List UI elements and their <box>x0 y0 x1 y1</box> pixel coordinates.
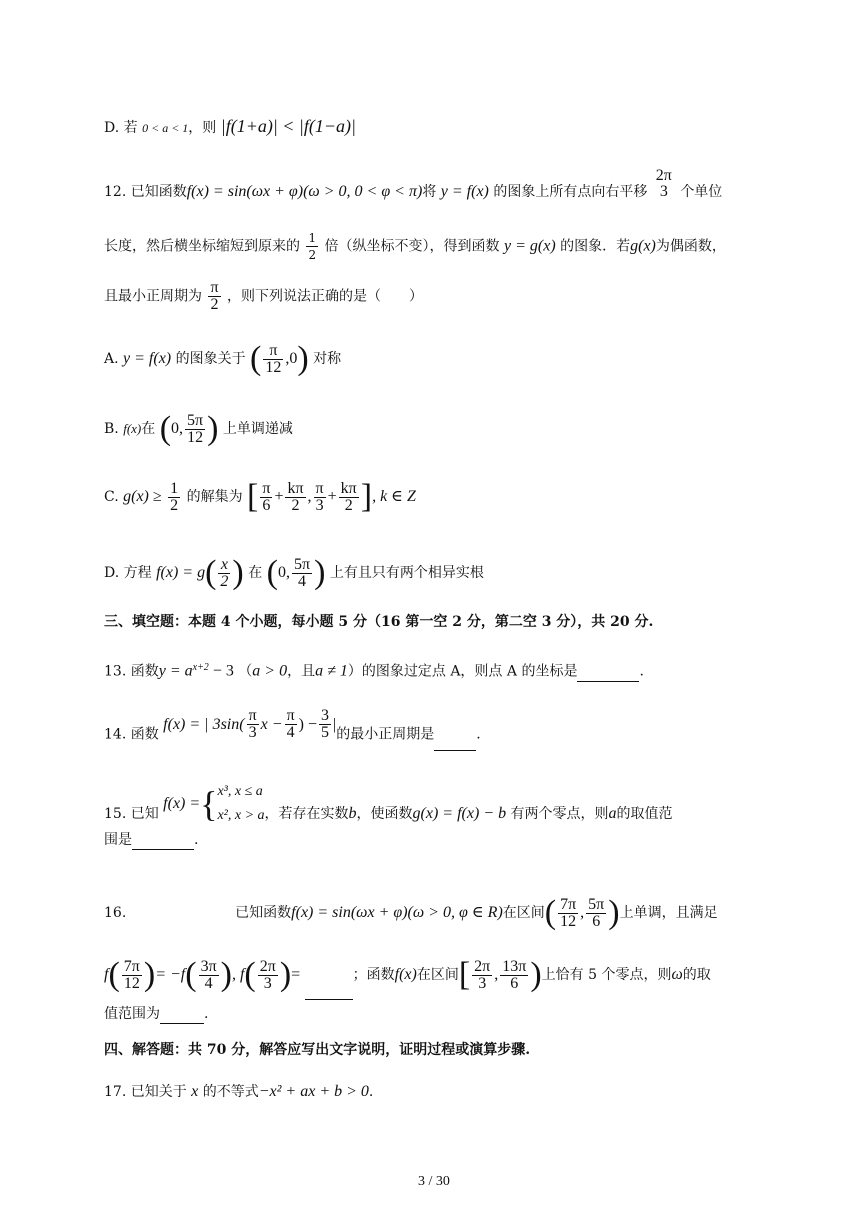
text: 在 <box>141 421 156 437</box>
text: 围是 <box>104 832 132 848</box>
q12-line-1 <box>104 167 723 208</box>
fraction: $\frac{\pi}{3}$ <box>315 479 324 514</box>
q11-option-d <box>104 116 356 138</box>
question-number: 17. <box>104 1084 127 1100</box>
fraction: $\frac{2\pi}{3}$ <box>474 957 491 992</box>
text: ，若存在实数 <box>264 806 349 822</box>
fraction: $\frac{5\pi}{6}$ <box>588 895 605 930</box>
fraction: $\frac{3}{5}$ <box>321 707 329 741</box>
fraction: $\frac{\pi}{12}$ <box>265 341 282 376</box>
formula: g(x) = f(x) − b <box>412 805 507 822</box>
formula: −x² + ax + b > 0 <box>258 1083 369 1100</box>
text: 在区间 <box>502 905 545 921</box>
question-number: 13. <box>104 663 127 680</box>
formula: , f <box>231 966 245 983</box>
text: 值范围为 <box>104 1006 160 1022</box>
text: 长度，然后横坐标缩短到原来的 <box>104 238 300 255</box>
text: 已知关于 <box>130 1084 187 1100</box>
text: 方程 <box>123 565 152 581</box>
formula: x − <box>260 715 283 733</box>
question-number: 14. <box>104 726 127 743</box>
question-number: 12. <box>104 184 127 200</box>
text: 且最小正周期为 <box>104 288 202 305</box>
text: 的取 <box>682 967 711 983</box>
fraction: $\frac{1}{2}$ <box>308 231 317 262</box>
text: 倍（纵坐标不变），得到函数 <box>324 238 500 255</box>
formula: f(x) = g <box>156 564 206 581</box>
formula: y = f(x) <box>123 350 172 367</box>
answer-blank-1[interactable] <box>305 985 353 1000</box>
question-17 <box>104 1082 373 1102</box>
text: 的图象关于 <box>175 351 246 367</box>
fraction: $\frac{\pi}{4}$ <box>286 707 295 741</box>
formula: f(x) = | 3sin( <box>163 715 245 733</box>
formula: | <box>333 715 337 733</box>
formula: 0, <box>171 420 184 437</box>
option-label: D. <box>104 565 120 581</box>
text: 已知函数 <box>235 905 292 921</box>
question-15: 15. 已知 f(x) ={ x³, x ≤ a x², x > a ，若存在实数b，使函数g(x) = f(x) − b 有两个零点，则a的取值范 <box>104 790 673 838</box>
formula: y = g(x) <box>504 237 556 255</box>
answer-blank[interactable] <box>577 667 639 682</box>
formula: a > 0 <box>252 662 288 680</box>
q12-option-b: B. f(x)在 (0, $\frac{5\pi}{12}$ ) 上单调递减 <box>104 410 293 447</box>
text: . <box>639 663 644 680</box>
formula: f(x) <box>123 421 142 436</box>
formula: g(x) <box>630 237 656 255</box>
operator: , <box>307 488 312 505</box>
answer-blank[interactable] <box>434 736 476 751</box>
formula: ) − <box>298 715 317 733</box>
fraction: $\frac{k\pi}{2}$ <box>287 479 304 514</box>
fraction: $\frac{7\pi}{12}$ <box>123 957 140 992</box>
formula: a <box>608 805 617 822</box>
answer-blank-2[interactable] <box>160 1009 204 1024</box>
operator: + <box>274 488 284 505</box>
text: 有两个零点，则 <box>510 806 609 822</box>
formula: a ≠ 1 <box>315 662 348 680</box>
text: 已知 <box>130 806 159 822</box>
fraction: $\frac{\pi}{6}$ <box>262 479 271 514</box>
fraction: 2π 3 <box>655 167 672 200</box>
text: . <box>194 832 199 848</box>
formula: b <box>348 805 357 822</box>
formula: g(x) ≥ <box>123 488 162 505</box>
text: ）的图象过定点 A，则点 A 的坐标是 <box>347 663 578 680</box>
condition: 0 < a < 1 <box>142 121 189 135</box>
formula: = −f <box>155 966 186 983</box>
operator: , <box>580 904 585 921</box>
fraction: $\frac{1}{2}$ <box>170 479 179 514</box>
formula: y = a <box>158 662 193 680</box>
piecewise: x³, x ≤ a x², x > a <box>217 784 265 823</box>
formula: = <box>291 966 301 983</box>
section-3-heading: 三、填空题：本题 4 个小题，每小题 5 分（16 第一空 2 分，第二空 3 分），共 20 分. <box>104 614 654 630</box>
text: . <box>204 1006 209 1022</box>
fraction: $\frac{k\pi}{2}$ <box>340 479 357 514</box>
text: 对称 <box>313 351 342 367</box>
fraction: $\frac{7\pi}{12}$ <box>560 895 577 930</box>
text: ；函数 <box>352 967 395 983</box>
text: （ <box>238 663 253 680</box>
fraction: $\frac{5\pi}{4}$ <box>293 555 311 590</box>
text: 为偶函数， <box>655 238 726 255</box>
formula: f(x) = <box>163 795 201 812</box>
text: 的取值范 <box>616 806 673 822</box>
formula: f(x) = sin(ωx + φ)(ω > 0, φ ∈ R) <box>291 904 503 921</box>
text: 在 <box>248 565 263 581</box>
operator: + <box>327 488 337 505</box>
text: ，使函数 <box>356 806 413 822</box>
text: 的图象．若 <box>560 238 631 255</box>
text: 上单调，且满足 <box>619 905 718 921</box>
q12-option-d: D. 方程 f(x) = g( $\frac{x}{2}$ ) 在 (0, $\frac{5\pi}{4}$ ) 上有且只有两个相异实根 <box>104 554 484 591</box>
text: 若 <box>123 120 138 136</box>
formula: ,0 <box>285 350 298 367</box>
question-13 <box>104 658 644 682</box>
text: ，则下列说法正确的是（ ） <box>226 288 423 305</box>
question-number: 15. <box>104 806 127 822</box>
q12-option-a: A. y = f(x) 的图象关于 ( $\frac{\pi}{12}$ ,0) 对称 <box>104 340 342 377</box>
fraction: $\frac{3\pi}{4}$ <box>200 957 217 992</box>
text: 已知函数 <box>130 184 187 200</box>
exponent: x+2 <box>192 662 209 673</box>
question-16-line-3 <box>104 1004 208 1024</box>
option-label: C. <box>104 489 119 505</box>
option-label: A. <box>104 351 119 367</box>
text: 函数 <box>130 726 159 743</box>
text: 的不等式 <box>202 1084 259 1100</box>
text: 的最小正周期是 <box>336 726 435 743</box>
formula: − 3 <box>208 662 234 680</box>
page-number: 3 / 30 <box>418 1174 450 1189</box>
text: 将 <box>422 184 437 200</box>
text: 在区间 <box>416 967 459 983</box>
q12-option-c: C. g(x) ≥ $\frac{1}{2}$ 的解集为 [ $\frac{\pi}{6}$ + $\frac{k\pi}{2}$ , $\frac{\pi}{3}$ + $\frac{k\pi}{2}$ ], k ∈ Z <box>104 478 416 515</box>
fraction: $\frac{\pi}{2}$ <box>210 279 219 313</box>
text: 上恰有 5 个零点，则 <box>541 967 672 983</box>
text: 函数 <box>130 663 159 680</box>
fraction: $\frac{2\pi}{3}$ <box>259 957 276 992</box>
formula: |f(1+a)| < |f(1−a)| <box>220 116 356 136</box>
text: 上有且只有两个相异实根 <box>329 565 484 581</box>
option-label: D. <box>104 120 120 136</box>
fraction: $\frac{5\pi}{12}$ <box>187 411 204 446</box>
question-14 <box>104 707 481 751</box>
text: 个单位 <box>680 184 723 200</box>
formula: x <box>191 1083 199 1100</box>
text: . <box>368 1084 374 1100</box>
formula: ω <box>671 966 683 983</box>
text: 的解集为 <box>186 489 243 505</box>
question-number: 16. <box>104 905 127 921</box>
text: ，则 <box>188 120 217 136</box>
text: 的图象上所有点向右平移 <box>493 184 648 200</box>
question-16-line-1: 16. 已知函数f(x) = sin(ωx + φ)(ω > 0, φ ∈ R)在区间( $\frac{7\pi}{12}$ , $\frac{5\pi}{6}$ )上单调，且满足 <box>104 894 718 931</box>
fraction: $\frac{13\pi}{6}$ <box>502 957 527 992</box>
q12-line-3 <box>104 280 423 313</box>
text: 上单调递减 <box>222 421 293 437</box>
text: ，且 <box>287 663 316 680</box>
formula: f <box>104 966 109 983</box>
formula: f(x) = sin(ωx + φ)(ω > 0, 0 < φ < π) <box>186 183 423 200</box>
fraction: $\frac{\pi}{3}$ <box>248 707 257 741</box>
answer-blank[interactable] <box>132 835 194 850</box>
question-16-line-2: f( $\frac{7\pi}{12}$ )= −f( $\frac{3\pi}{4}$ ), f( $\frac{2\pi}{3}$ )= ；函数f(x)在区间[ $\frac{2\pi}{3}$ , $\frac{13\pi}{6}$ )上恰有 5 个零点，则ω的取 <box>104 958 711 992</box>
section-4-heading: 四、解答题：共 70 分，解答应写出文字说明，证明过程或演算步骤. <box>104 1042 531 1058</box>
formula: f(x) <box>394 966 417 983</box>
operator: , <box>494 966 499 983</box>
q12-line-2 <box>104 230 726 263</box>
text: . <box>476 726 481 743</box>
formula: y = f(x) <box>440 183 489 200</box>
option-label: B. <box>104 421 119 437</box>
formula: , k ∈ Z <box>372 488 416 505</box>
fraction: $\frac{x}{2}$ <box>220 555 229 590</box>
question-15-line-2 <box>104 830 198 850</box>
formula: 0, <box>277 564 290 581</box>
